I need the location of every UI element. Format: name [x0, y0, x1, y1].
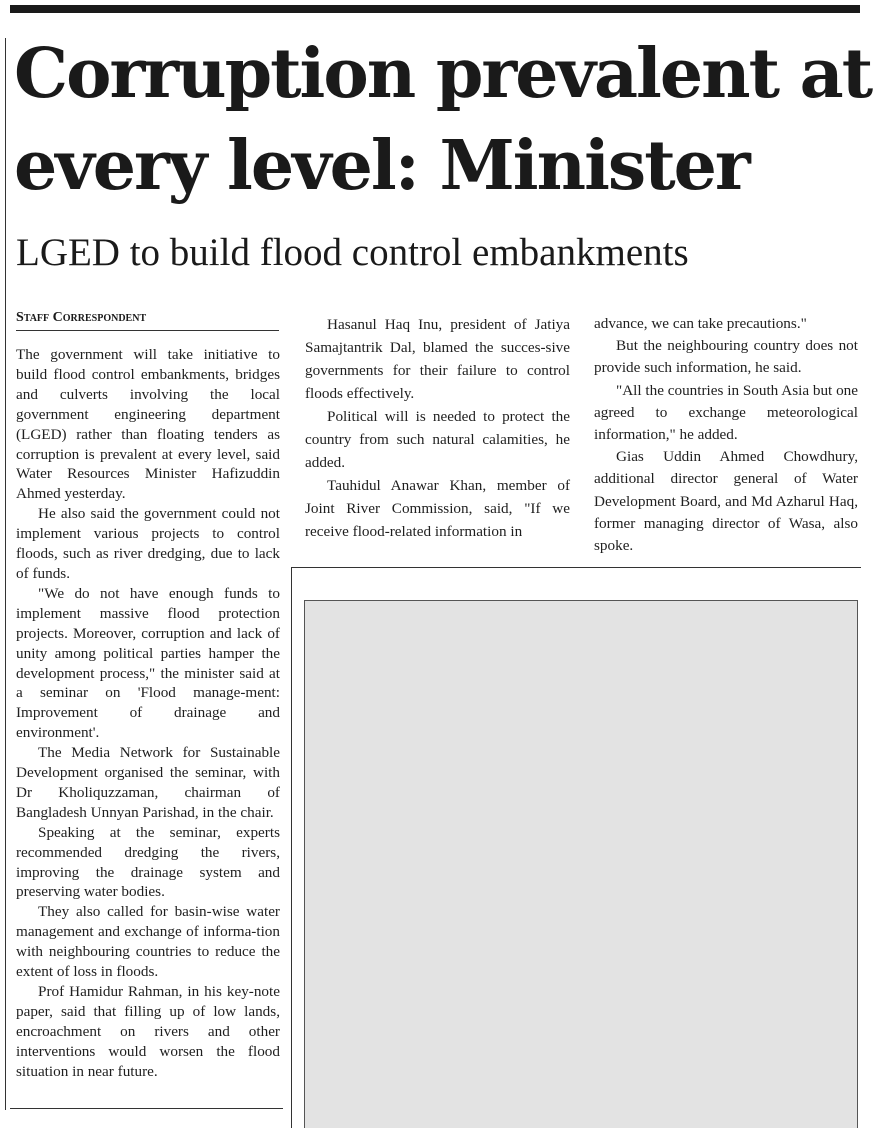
paragraph: Prof Hamidur Rahman, in his key-note paper, said that filling up of low lands, encroachment on rivers and other interventions would worsen the flood situation in near future. [16, 983, 280, 1080]
headline: Corruption prevalent at every level: Minister [14, 34, 872, 206]
top-rule [10, 5, 860, 13]
article-column-1 [16, 345, 280, 1082]
left-column-rule [5, 38, 6, 1110]
paragraph: Tauhidul Anawar Khan, member of Joint River Commission, said, "If we receive flood-related information in [305, 477, 570, 540]
paragraph: The government will take initiative to build flood control embankments, bridges and culverts involving the local government engineering department (LGED) rather than floating tenders as corruption is prevalent at every level, said Water Resources Minister Hafizuddin Ahmed yesterday. [16, 346, 280, 503]
column-bottom-rule [10, 1108, 283, 1109]
paragraph: He also said the government could not implement various projects to control floods, such as river dredging, due to lack of funds. [16, 505, 280, 582]
paragraph: Speaking at the seminar, experts recommended dredging the rivers, improving the drainage system and preserving water bodies. [16, 823, 280, 901]
paragraph: Hasanul Haq Inu, president of Jatiya Samajtantrik Dal, blamed the succes-sive governments for their failure to control floods effectively. [305, 316, 570, 402]
paragraph: "All the countries in South Asia but one agreed to exchange meteorological information," he added. [594, 381, 859, 444]
byline: Staff Correspondent [16, 310, 279, 331]
paragraph: But the neighbouring country does not provide such information, he said. [594, 337, 858, 377]
paragraph: "We do not have enough funds to implement massive flood protection projects. Moreover, corruption and lack of unity among political parties hamper the development process," the minister said at a seminar on 'Flood manage-ment: Improvement of drainage and environment'. [16, 584, 280, 742]
section-rule [291, 567, 861, 568]
paragraph: advance, we can take precautions." [594, 315, 807, 332]
paragraph: Gias Uddin Ahmed Chowdhury, additional director general of Water Development Board, and Md Azharul Haq, former managing director of Wasa, also spoke. [594, 448, 858, 555]
column-divider [291, 567, 292, 1128]
paragraph: The Media Network for Sustainable Development organised the seminar, with Dr Kholiquzzaman, chairman of Bangladesh Unnyan Parishad, in the chair. [16, 744, 280, 821]
paragraph: They also called for basin-wise water management and exchange of informa-tion with neighbouring countries to reduce the extent of loss in floods. [16, 903, 280, 981]
photo-placeholder [304, 600, 858, 1128]
paragraph: Political will is needed to protect the country from such natural calamities, he added. [305, 408, 570, 471]
article-column-2 [305, 313, 570, 543]
article-column-3 [594, 313, 858, 557]
subheadline: LGED to build flood control embankments [16, 231, 689, 274]
